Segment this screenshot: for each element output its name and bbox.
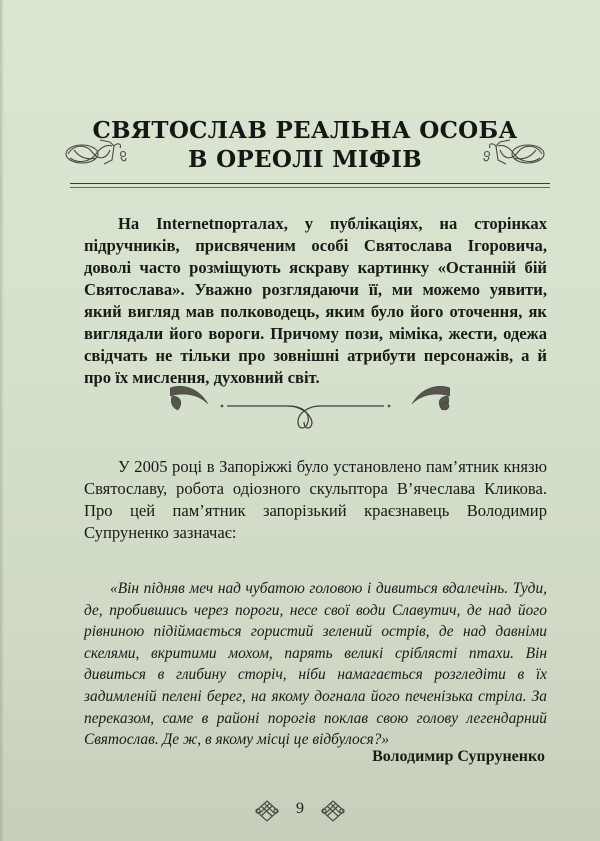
chapter-header — [60, 108, 550, 190]
quote-author: Володимир Супруненко — [372, 748, 545, 765]
block-quote — [84, 578, 547, 751]
chapter-title-line-1: СВЯТОСЛАВ РЕАЛЬНА ОСОБА — [92, 117, 518, 144]
paragraph-2 — [84, 456, 547, 544]
floral-flourish-divider-icon — [170, 382, 450, 432]
page-footer — [240, 795, 360, 827]
page-edge-shadow — [0, 0, 4, 841]
chapter-title-line-2: В ОРЕОЛІ МІФІВ — [188, 146, 422, 173]
page-number: 9 — [296, 800, 304, 817]
endless-knot-icon — [320, 799, 346, 823]
header-double-rule — [70, 183, 550, 188]
chapter-title — [60, 116, 550, 174]
paragraph-1 — [84, 213, 547, 389]
quote-text: «Він підняв меч над чубатою головою і дивиться вдалечінь. Туди, де, пробившись через пороги, несе свої води Славутич, де над його рівниною підіймається гористий зелений острів, де над давніми скелями, вкритими мохом, парять великі сріблясті птахи. Він дивиться в глибину сторіч, ніби намагається розгледіти в їх задимленій пелені берег, на якому догнала його печенізька стріла. За переказом, саме в районі порогів поклав свою голову легендарний Святослав. Де ж, в якому місці це відбулося?» — [84, 580, 547, 749]
paragraph-2-text: У 2005 році в Запоріжжі було установлено пам’ятник князю Святославу, робота одіозного скульптора В’ячеслава Кликова. Про цей пам’ятник запорізький краєзнавець Володимир Супруненко зазначає: — [84, 457, 547, 542]
paragraph-1-text: На Internetпорталах, у публікаціях, на сторінках підручників, присвяченим особі Святослава Ігоровича, доволі часто розміщують яскраву картинку «Останній бій Святослава». Уважно розглядаючи її, ми можемо уявити, який вигляд мав полководець, яким було його оточення, як виглядали його вороги. Причому пози, міміка, жести, одежа свідчать не тільки про зовнішні атрибути персонажів, а й про їх мислення, духовний світ. — [84, 214, 547, 387]
